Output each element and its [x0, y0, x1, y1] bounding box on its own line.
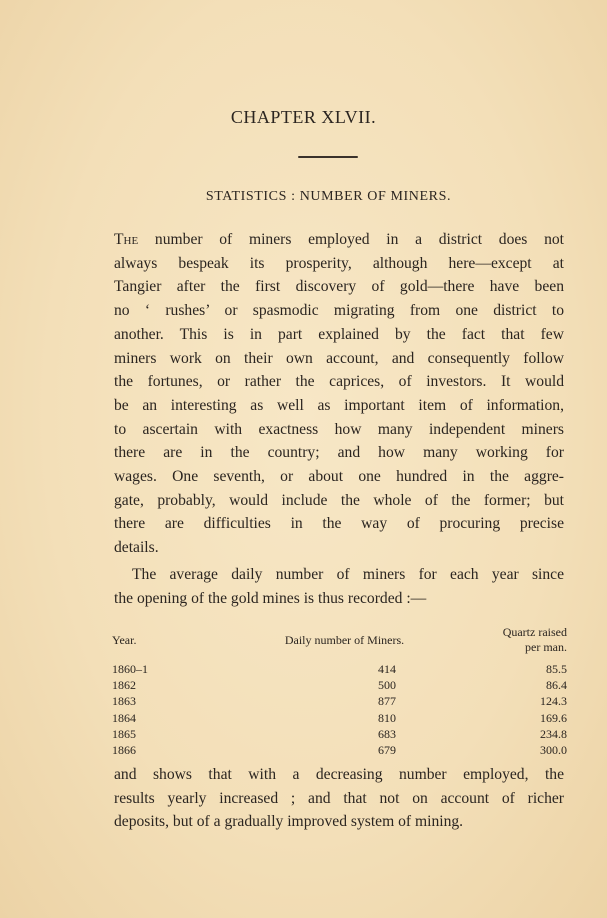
header-miners: Daily number of Miners.: [284, 632, 405, 647]
text-line: Tangier after the first discovery of gold—there have been: [114, 278, 564, 296]
text-line: the opening of the gold mines is thus recorded :—: [114, 589, 427, 607]
text-line: the fortunes, or rather the caprices, of investors. It would: [114, 373, 564, 391]
cell-year: 1863: [112, 694, 136, 709]
table-row: [112, 677, 567, 693]
text-line: gate, probably, would include the whole of the former; but: [114, 491, 564, 509]
cell-year: 1862: [112, 677, 136, 692]
cell-quartz: 124.3: [540, 694, 567, 709]
table-header-row: [112, 625, 567, 661]
cell-quartz: 234.8: [540, 726, 567, 741]
line-text: number of miners employed in a district does not: [154, 231, 564, 248]
table-row: [112, 661, 567, 677]
chapter-heading: CHAPTER XLVII.: [230, 107, 377, 127]
miners-table: [112, 625, 567, 759]
text-line: [114, 228, 564, 252]
table-row: [112, 694, 567, 710]
dropcap-word: The: [114, 231, 139, 248]
text-line: deposits, but of a gradually improved system of mining.: [114, 813, 464, 831]
paragraph-conclusion: [114, 763, 564, 834]
text-line: results yearly increased ; and that not on account of richer: [114, 789, 564, 807]
text-line: another. This is in part explained by the fact that few: [114, 325, 564, 343]
table-row: [112, 710, 567, 726]
text-line: and shows that with a decreasing number employed, the: [114, 766, 564, 783]
paragraph-intro: [114, 228, 564, 560]
text-line: to ascertain with exactness how many independent miners: [114, 420, 564, 438]
cell-quartz: 169.6: [540, 710, 567, 725]
text-line: there are difficulties in the way of procuring precise: [114, 515, 564, 533]
text-line: always bespeak its prosperity, although here—except at: [114, 254, 564, 272]
table-row: [112, 726, 567, 742]
text-line: The average daily number of miners for each year since: [132, 566, 564, 583]
text-line: no ‘ rushes’ or spasmodic migrating from one district to: [114, 302, 564, 320]
text-line: be an interesting as well as important item of information,: [114, 396, 564, 414]
text-line: wages. One seventh, or about one hundred in the aggre-: [114, 468, 564, 486]
cell-year: 1864: [112, 710, 136, 725]
cell-year: 1860–1: [112, 661, 148, 676]
cell-quartz: 300.0: [540, 743, 567, 758]
text-line: there are in the country; and how many working for: [114, 444, 564, 462]
cell-miners: 414: [378, 661, 396, 676]
text-line: details.: [114, 539, 159, 557]
section-title: STATISTICS : NUMBER OF MINERS.: [205, 189, 452, 204]
cell-quartz: 86.4: [546, 677, 567, 692]
cell-year: 1865: [112, 726, 136, 741]
paragraph-table-intro: [114, 563, 564, 610]
cell-miners: 500: [378, 677, 396, 692]
cell-miners: 877: [378, 694, 396, 709]
cell-miners: 683: [378, 726, 396, 741]
table-row: [112, 742, 567, 758]
cell-miners: 679: [378, 743, 396, 758]
cell-miners: 810: [378, 710, 396, 725]
header-year: Year.: [112, 632, 137, 647]
header-quartz: Quartz raised per man.: [502, 625, 567, 654]
cell-quartz: 85.5: [546, 661, 567, 676]
cell-year: 1866: [112, 743, 136, 758]
text-line: miners work on their own account, and consequently follow: [114, 349, 564, 367]
decorative-rule: [298, 156, 358, 158]
